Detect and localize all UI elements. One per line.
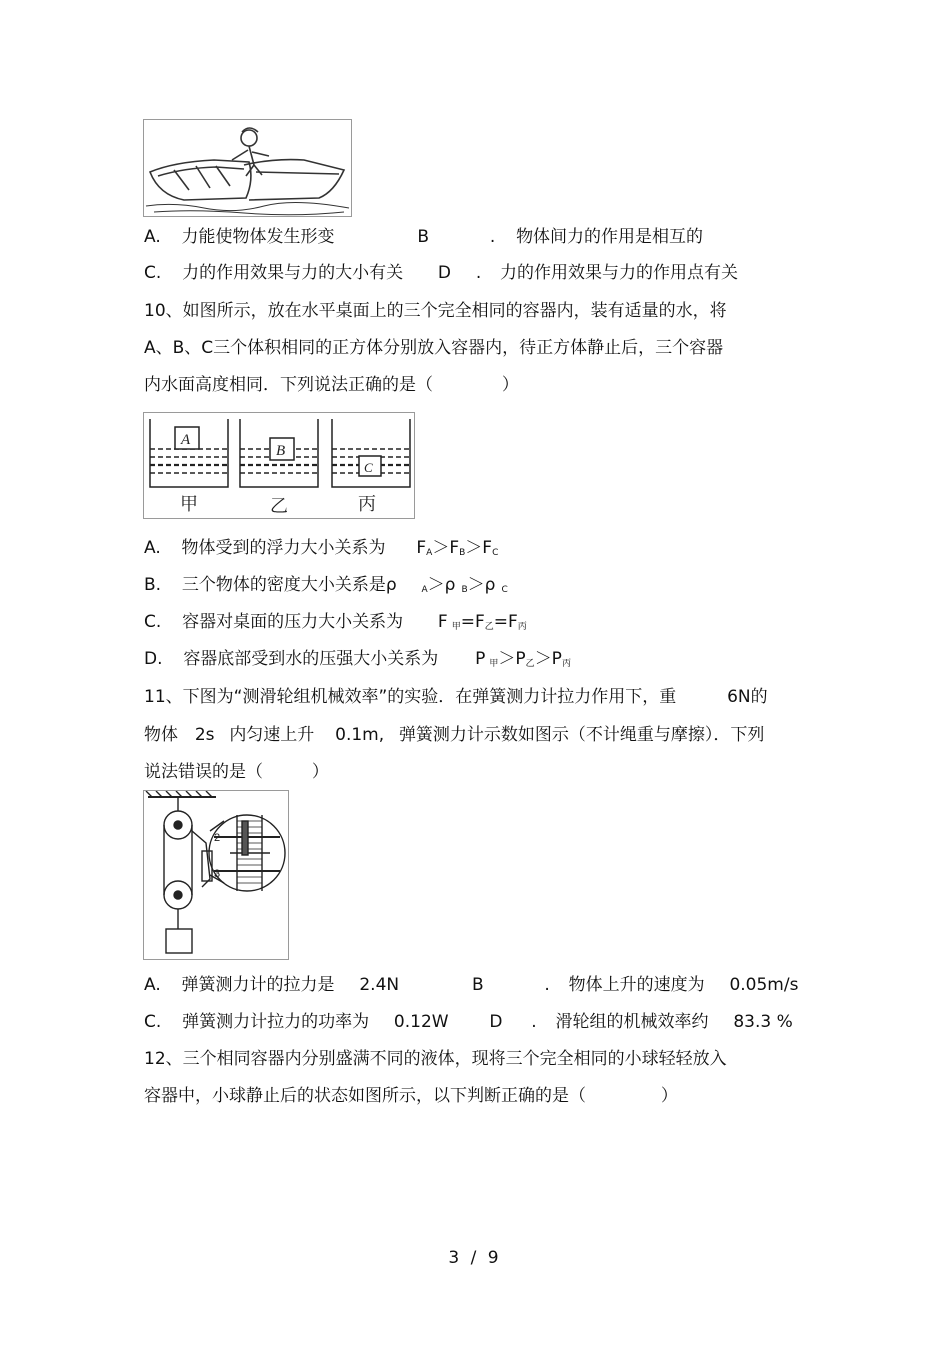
q10-stem-line1: 10、如图所示，放在水平桌面上的三个完全相同的容器内，装有适量的水，将 (144, 301, 727, 321)
q11-option-b-dot: . (544, 975, 550, 995)
operator: ＞ρ (427, 575, 456, 595)
q10-stem-line2: A、B、C三个体积相同的正方体分别放入容器内，待正方体静止后，三个容器 (144, 338, 724, 358)
subscript: 丙 (517, 622, 527, 632)
boat-illustration (144, 120, 351, 216)
q12-stem-text: 容器中，小球静止后的状态如图所示，以下判断正确的是（ (144, 1086, 586, 1106)
operator: ＞ (432, 538, 450, 558)
q11-stem-text-a: 11、下图为“测滑轮组机械效率”的实验．在弹簧测力计拉力作用下，重 (144, 687, 677, 707)
subscript: B (459, 548, 466, 558)
subscript: 丙 (561, 659, 571, 669)
q10-option-a (144, 537, 498, 564)
scale-mark-3: 3 (214, 868, 221, 880)
subscript: B (461, 585, 468, 595)
q11-stem-text: 说法错误的是（ (144, 762, 263, 782)
q11-option-d-dot: . (531, 1012, 537, 1032)
symbol-f: F (416, 538, 427, 558)
q11-option-b-text: 物体上升的速度为 (568, 975, 705, 995)
subscript: 乙 (484, 622, 494, 632)
subscript: C (501, 585, 508, 595)
q10-option-c-text: 容器对桌面的压力大小关系为 (182, 612, 404, 632)
boat-figure (143, 119, 352, 217)
q11-option-d-letter: D (489, 1012, 503, 1032)
symbol-f: F (449, 538, 460, 558)
q10-option-b (144, 574, 508, 601)
symbol-f: F (482, 538, 493, 558)
subscript: 甲 (489, 659, 499, 669)
q11-stem-text: 2s (194, 725, 215, 745)
q9-option-b-dot: . (489, 227, 496, 247)
operator: ＞ (465, 538, 483, 558)
symbol-p: P (475, 649, 486, 669)
q11-stem-text-b: 6N的 (727, 687, 768, 707)
subscript: 甲 (451, 622, 461, 632)
q11-close-paren: ） (311, 762, 329, 782)
q11-stem-line3 (144, 761, 329, 783)
q12-close-paren: ） (660, 1086, 678, 1106)
subscript: A (426, 548, 433, 558)
block-c-label: C (364, 460, 373, 475)
q12-stem-line1: 12、三个相同容器内分别盛满不同的液体，现将三个完全相同的小球轻轻放入 (144, 1049, 727, 1069)
q10-option-a-letter: A. (144, 538, 161, 558)
q11-option-row-cd (144, 1011, 793, 1033)
operator: ＞P (498, 649, 526, 669)
q11-option-a-text: 弹簧测力计的拉力是 (181, 975, 335, 995)
q11-stem-text: 物体 (144, 725, 178, 745)
operator: =F (460, 612, 485, 632)
subscript: A (421, 585, 428, 595)
q11-option-c-letter: C. (144, 1012, 162, 1032)
container-caption-bing: 丙 (358, 494, 376, 515)
q11-option-b-value: 0.05m/s (729, 975, 799, 995)
operator: ＞P (534, 649, 562, 669)
scale-mark-2: 2 (214, 832, 221, 844)
q11-option-d-text: 滑轮组的机械效率约 (555, 1012, 709, 1032)
q10-option-b-text: 三个物体的密度大小关系是ρ (181, 575, 397, 595)
q11-stem-text: 0.1m, (335, 725, 385, 745)
q9-option-d-text: 力的作用效果与力的作用点有关 (500, 263, 739, 283)
containers-illustration (144, 413, 414, 518)
symbol-f: F (437, 612, 448, 632)
pulley-figure (143, 790, 289, 960)
pulley-illustration (144, 791, 288, 959)
q9-option-d-letter: D (437, 263, 451, 283)
q10-stem-text: 内水面高度相同．下列说法正确的是（ (144, 375, 433, 395)
q9-option-b-letter: B (417, 227, 430, 247)
q9-option-a-text: 力能使物体发生形变 (181, 227, 335, 247)
q11-stem-line1 (144, 686, 768, 708)
q11-option-a-letter: A. (144, 975, 161, 995)
q10-stem-line3 (144, 374, 519, 396)
q10-option-c-letter: C. (144, 612, 162, 632)
q10-option-d (144, 648, 571, 675)
q11-stem-text: 内匀速上升 (229, 725, 315, 745)
q9-option-a-letter: A. (144, 227, 161, 247)
q11-option-row-ab (144, 974, 798, 996)
page-number: 3 / 9 (448, 1248, 502, 1268)
q12-stem-line2 (144, 1085, 678, 1107)
q9-option-b-text: 物体间力的作用是相互的 (516, 227, 704, 247)
q9-option-row-cd (144, 262, 738, 284)
q11-stem-line2 (144, 724, 764, 746)
q11-option-c-value: 0.12W (393, 1012, 449, 1032)
q9-option-d-dot: . (475, 263, 482, 283)
q10-option-d-letter: D. (144, 649, 163, 669)
operator: ＞ρ (467, 575, 496, 595)
q9-option-c-text: 力的作用效果与力的大小有关 (182, 263, 404, 283)
q11-option-d-value: 83.3 % (733, 1012, 793, 1032)
q10-option-b-letter: B. (144, 575, 162, 595)
containers-figure (143, 412, 415, 519)
q11-option-c-text: 弹簧测力计拉力的功率为 (182, 1012, 370, 1032)
q10-option-c (144, 611, 527, 638)
q10-option-d-text: 容器底部受到水的压强大小关系为 (183, 649, 439, 669)
q10-close-paren: ） (501, 375, 519, 395)
block-b-label: B (276, 443, 286, 459)
container-caption-yi: 乙 (270, 496, 288, 517)
operator: =F (493, 612, 518, 632)
block-a-label: A (181, 432, 191, 448)
q11-stem-text: 弹簧测力计示数如图示（不计绳重与摩擦）．下列 (398, 725, 765, 745)
q11-option-a-value: 2.4N (359, 975, 400, 995)
q11-option-b-letter: B (471, 975, 484, 995)
subscript: C (492, 548, 499, 558)
q10-option-a-text: 物体受到的浮力大小关系为 (181, 538, 386, 558)
q9-option-row-ab (144, 226, 703, 248)
subscript: 乙 (525, 659, 535, 669)
q9-option-c-letter: C. (144, 263, 162, 283)
container-caption-jia: 甲 (180, 494, 198, 515)
